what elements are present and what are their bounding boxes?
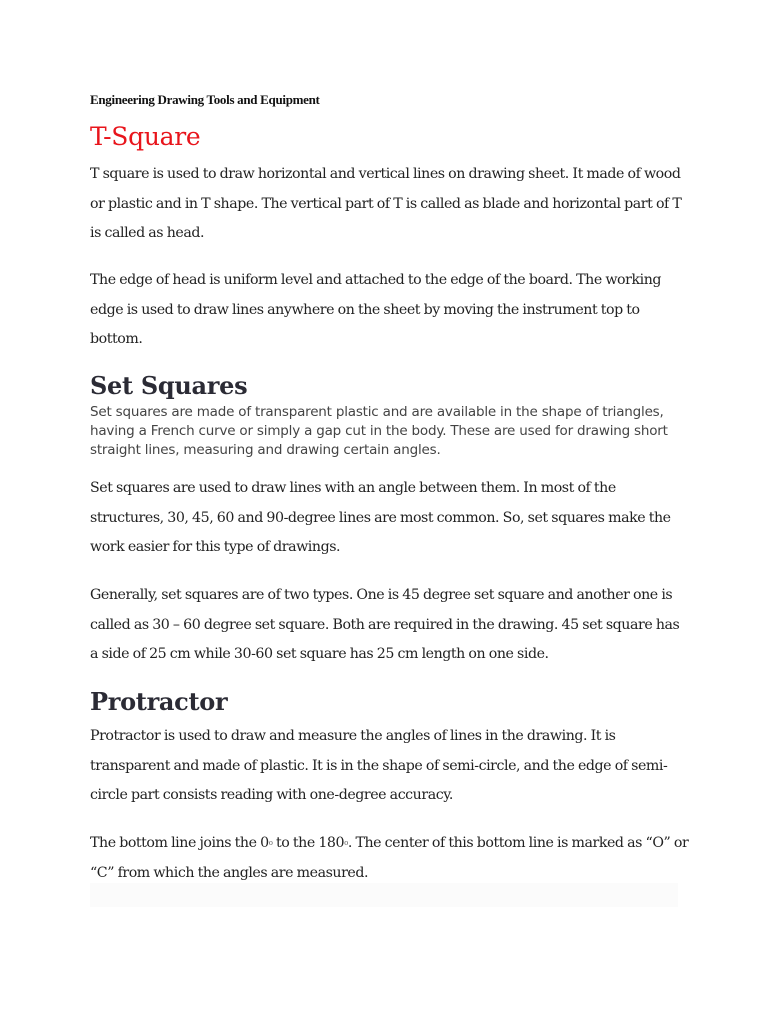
degree-symbol: o [268,839,273,847]
document-title: Engineering Drawing Tools and Equipment [90,92,320,107]
protractor-text-part1: The bottom line joins the 0 [90,835,269,851]
heading-t-square: T-Square [90,122,201,151]
degree-symbol: o [344,839,348,847]
set-squares-intro: Set squares are made of transparent plastic and are available in the shape of triangles, having a French curve or simply a gap cut in the body. These are used for drawing short straight lines, measuring and drawing certain angles. [90,404,668,458]
heading-protractor: Protractor [90,687,228,716]
set-squares-paragraph-2: Generally, set squares are of two types. One is 45 degree set square and another one is called as 30 – 60 degree set square. Both are required in the drawing. 45 set square has a side of 25 cm while 30-60 set square has 25 cm length on one side. [90,587,680,662]
protractor-text-part2: to the 180 [272,835,345,851]
empty-content-band [90,883,678,907]
protractor-paragraph-2 [90,829,690,888]
protractor-paragraph-1: Protractor is used to draw and measure the angles of lines in the drawing. It is transparent and made of plastic. It is in the shape of semi-circle, and the edge of semi-circle part consists reading with one-degree accuracy. [90,728,668,803]
heading-set-squares: Set Squares [90,371,248,400]
protractor-text-part3: . The center of this bottom line is marked as “O” or “C” from which the angles are measured. [90,835,689,881]
t-square-paragraph-2: The edge of head is uniform level and attached to the edge of the board. The working edge is used to draw lines anywhere on the sheet by moving the instrument top to bottom. [90,272,662,347]
t-square-paragraph-1: T square is used to draw horizontal and vertical lines on drawing sheet. It made of wood or plastic and in T shape. The vertical part of T is called as blade and horizontal part of T is called as head. [90,166,682,241]
set-squares-paragraph-1: Set squares are used to draw lines with an angle between them. In most of the structures, 30, 45, 60 and 90-degree lines are most common. So, set squares make the work easier for this type of drawings. [90,480,671,555]
